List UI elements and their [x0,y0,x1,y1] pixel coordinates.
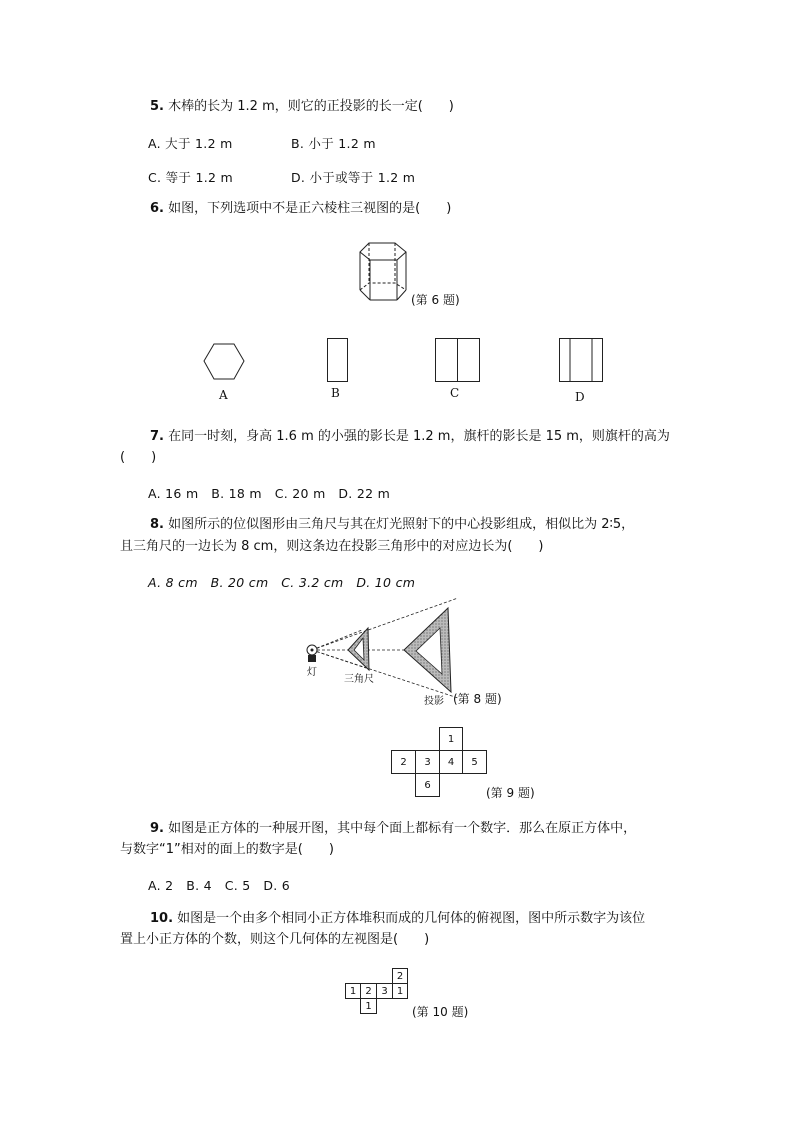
option-c-rectangle [435,338,481,383]
option-label-a: A [219,388,228,402]
options-row: A. 2 B. 4 C. 5 D. 6 [148,878,291,893]
figure-caption: (第 8 题) [453,692,502,706]
option-d: D. 小于或等于 1.2 m [291,170,416,185]
options-row: A. 8 cm B. 20 cm C. 3.2 cm D. 10 cm [148,575,416,590]
label-projection: 投影 [424,696,444,707]
question-9 [150,820,636,838]
net-face: 2 [391,750,416,774]
grid-cell: 3 [376,983,393,999]
option-label-b: B [331,386,340,400]
question-text-continued: 置上小正方体的个数，则这个几何体的左视图是( ) [120,932,430,947]
net-face: 4 [439,750,463,774]
options-row: A. 16 m B. 18 m C. 20 m D. 22 m [148,486,391,501]
question-text-continued: 与数字“1”相对的面上的数字是( ) [120,842,334,857]
question-5 [150,98,454,116]
grid-cell: 2 [392,968,408,984]
grid-cell: 1 [345,983,361,999]
question-text: 如图是一个由多个相同小正方体堆积而成的几何体的俯视图，图中所示数字为该位 [177,911,646,926]
question-text-continued: ( ) [120,450,157,465]
central-projection-figure [300,596,470,700]
figure-caption: (第 9 题) [486,786,535,800]
grid-cell: 2 [360,983,377,999]
figure-caption: (第 10 题) [412,1005,469,1019]
question-text: 如图是正方体的一种展开图，其中每个面上都标有一个数字．那么在原正方体中， [168,821,637,836]
question-text: 如图，下列选项中不是正六棱柱三视图的是( ) [168,201,452,216]
option-a: A. 大于 1.2 m [148,136,233,151]
net-face: 3 [415,750,440,774]
grid-cell: 1 [392,983,408,999]
question-6 [150,200,451,218]
net-face: 5 [462,750,487,774]
hexagonal-prism-figure [355,238,415,304]
question-number: 8. [150,517,164,532]
option-label-d: D [575,390,585,404]
question-text: 木棒的长为 1.2 m，则它的正投影的长一定( ) [168,99,454,114]
net-face: 6 [415,773,440,797]
question-text: 如图所示的位似图形由三角尺与其在灯光照射下的中心投影组成，相似比为 2∶5， [168,517,635,532]
question-number: 7. [150,429,164,444]
option-d-rectangle [559,338,604,383]
option-b-rectangle [327,338,349,383]
option-c: C. 等于 1.2 m [148,170,233,185]
question-text-continued: 且三角尺的一边长为 8 cm，则这条边在投影三角形中的对应边长为( ) [120,539,544,554]
grid-cell: 1 [360,998,377,1014]
label-ruler: 三角尺 [344,674,374,685]
figure-caption: (第 6 题) [411,293,460,307]
question-number: 5. [150,99,164,114]
option-b: B. 小于 1.2 m [291,136,376,151]
question-10 [150,910,645,928]
question-number: 9. [150,821,164,836]
question-number: 6. [150,201,164,216]
question-7 [150,428,670,446]
question-number: 10. [150,911,174,926]
question-8 [150,516,634,534]
label-lamp: 灯 [307,667,317,678]
question-text: 在同一时刻，身高 1.6 m 的小强的影长是 1.2 m，旗杆的影长是 15 m，则旗杆的高为 [168,429,670,444]
option-a-hexagon [203,343,245,381]
net-face: 1 [439,727,463,751]
option-label-c: C [450,386,460,400]
